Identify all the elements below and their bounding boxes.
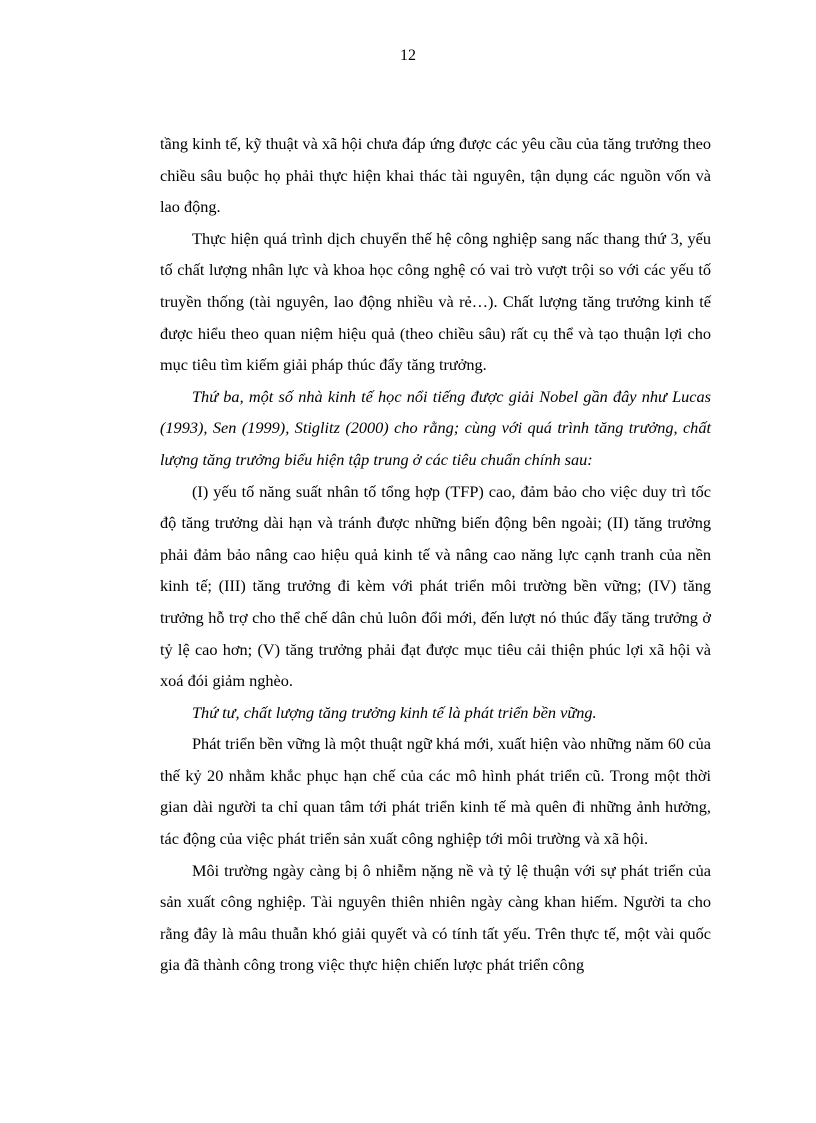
page-number: 12 <box>400 47 416 64</box>
paragraph-sustainable-development: Phát triển bền vững là một thuật ngữ khá mới, xuất hiện vào những năm 60 của thế kỷ 20 nhằm khắc phục hạn chế của các mô hình phát triển cũ. Trong một thời gian dài người ta chỉ quan tâm tới phát triển kinh tế mà quên đi những ảnh hưởng, tác động của việc phát triển sản xuất công nghiệp tới môi trường và xã hội. <box>160 734 711 849</box>
paragraph-fourth-point: Thứ tư, chất lượng tăng trưởng kinh tế là phát triển bền vững. <box>192 702 597 722</box>
paragraph-industrial-generation: Thực hiện quá trình dịch chuyển thế hệ công nghiệp sang nấc thang thứ 3, yếu tố chất lượng nhân lực và khoa học công nghệ có vai trò vượt trội so với các yếu tố truyền thống (tài nguyên, lao động nhiều và rẻ…). Chất lượng tăng trưởng kinh tế được hiểu theo quan niệm hiệu quả (theo chiều sâu) rất cụ thể và tạo thuận lợi cho mục tiêu tìm kiếm giải pháp thúc đẩy tăng trưởng. <box>160 228 711 375</box>
paragraph-continuation: tầng kinh tế, kỹ thuật và xã hội chưa đáp ứng được các yêu cầu của tăng trưởng theo chiều sâu buộc họ phải thực hiện khai thác tài nguyên, tận dụng các nguồn vốn và lao động. <box>160 134 711 217</box>
paragraph-environment: Môi trường ngày càng bị ô nhiễm nặng nề và tỷ lệ thuận với sự phát triển của sản xuất công nghiệp. Tài nguyên thiên nhiên ngày càng khan hiếm. Người ta cho rằng đây là mâu thuẫn khó giải quyết và có tính tất yếu. Trên thực tế, một vài quốc gia đã thành công trong việc thực hiện chiến lược phát triển công <box>160 860 711 975</box>
paragraph-third-point: Thứ ba, một số nhà kinh tế học nổi tiếng được giải Nobel gần đây như Lucas (1993), Sen (1999), Stiglitz (2000) cho rằng; cùng với quá trình tăng trưởng, chất lượng tăng trưởng biểu hiện tập trung ở các tiêu chuẩn chính sau: <box>160 386 711 469</box>
body-text <box>160 128 711 981</box>
paragraph-criteria-list: (I) yếu tố năng suất nhân tố tổng hợp (TFP) cao, đảm bảo cho việc duy trì tốc độ tăng trưởng dài hạn và tránh được những biến động bên ngoài; (II) tăng trưởng phải đảm bảo nâng cao hiệu quả kinh tế và nâng cao năng lực cạnh tranh của nền kinh tế; (III) tăng trưởng đi kèm với phát triển môi trường bền vững; (IV) tăng trưởng hỗ trợ cho thể chế dân chủ luôn đổi mới, đến lượt nó thúc đẩy tăng trưởng ở tỷ lệ cao hơn; (V) tăng trưởng phải đạt được mục tiêu cải thiện phúc lợi xã hội và xoá đói giảm nghèo. <box>160 481 711 691</box>
